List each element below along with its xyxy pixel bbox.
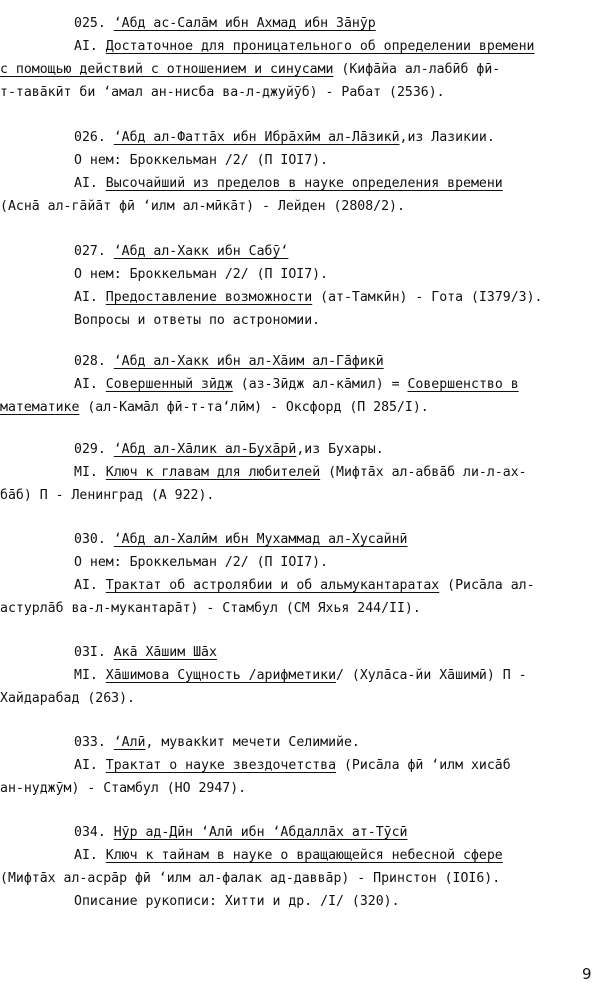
underlined-title-text: ʻАбд ал-Хāлик ал-Бухāрӣ bbox=[113, 442, 297, 457]
entry-text: (ат-Тамкӣн) - Гота (I379/3). bbox=[312, 290, 543, 305]
entry-line bbox=[74, 375, 519, 395]
entry-text: ,из Лазикии. bbox=[399, 130, 495, 145]
entry-text: 027. bbox=[74, 244, 114, 259]
underlined-title-text: ʻАбд ал-Халӣм ибн Мухаммад ал-Хусайнӣ bbox=[113, 532, 408, 547]
entry-line bbox=[74, 892, 400, 912]
entry-text: (Мифтāх ал-асрāр фӣ ʻилм ал-фалак ад-даввāр) - Принстон (IOI6). bbox=[0, 871, 501, 886]
entry-text: 029. bbox=[74, 442, 114, 457]
entry-text: 025. bbox=[74, 16, 114, 31]
entry-text: AI. bbox=[74, 176, 106, 191]
underlined-title-text: ʻАбд ал-Фаттāх ибн Ибрāхӣм ал-Лāзикӣ bbox=[113, 130, 400, 145]
entry-text: (Рисāла ал- bbox=[439, 578, 535, 593]
underlined-title-text: Ключ к тайнам в науке о вращающейся небесной сфере bbox=[105, 848, 503, 863]
underlined-title-text: математике bbox=[0, 400, 80, 415]
entry-text: 034. bbox=[74, 825, 114, 840]
entry-line bbox=[0, 197, 405, 217]
entry-line bbox=[74, 265, 328, 285]
entry-text: ,из Бухары. bbox=[296, 442, 384, 457]
entry-text: AI. bbox=[74, 848, 106, 863]
entry-line bbox=[0, 779, 246, 799]
entry-text: AI. bbox=[74, 39, 106, 54]
underlined-title-text: Ключ к главам для любителей bbox=[105, 465, 321, 480]
underlined-title-text: с помощью действий с отношением и синусами bbox=[0, 62, 334, 77]
underlined-title-text: Акā Хāшим Шāх bbox=[113, 645, 217, 660]
entry-line bbox=[74, 576, 535, 596]
underlined-title-text: ʻАбд ал-Хакк ибн Сабӯʻ bbox=[113, 244, 289, 259]
entry-line bbox=[0, 398, 429, 418]
page-number: 9 bbox=[582, 965, 592, 983]
entry-text: О нем: Броккельман /2/ (П IOI7). bbox=[74, 267, 329, 282]
entry-text: 030. bbox=[74, 532, 114, 547]
underlined-title-text: Трактат об астролябии и об альмукантаратах bbox=[105, 578, 440, 593]
underlined-title-text: Высочайший из пределов в науке определения времени bbox=[105, 176, 503, 191]
underlined-title-text: Достаточное для проницательного об определении времени bbox=[105, 39, 535, 54]
entry-text: AI. bbox=[74, 377, 106, 392]
entry-text: (Мифтāх ал-абвāб ли-л-ах- bbox=[320, 465, 527, 480]
entry-text: MI. bbox=[74, 668, 106, 683]
entry-line bbox=[74, 666, 527, 686]
entry-line bbox=[0, 599, 421, 619]
entry-line bbox=[74, 463, 527, 483]
entry-line bbox=[74, 151, 328, 171]
entry-line bbox=[74, 128, 495, 148]
entry-text: , мувакkит мечети Селимийе. bbox=[145, 735, 360, 750]
entry-text: (ал-Камāл фӣ-т-таʻлӣм) - Оксфорд (П 285/I). bbox=[79, 400, 429, 415]
entry-text: MI. bbox=[74, 465, 106, 480]
entry-text: О нем: Броккельман /2/ (П IOI7). bbox=[74, 153, 329, 168]
entry-text: Описание рукописи: Хитти и др. /I/ (320). bbox=[74, 894, 400, 909]
entry-text: Вопросы и ответы по астрономии. bbox=[74, 313, 321, 328]
underlined-title-text: ʻАлӣ bbox=[113, 735, 146, 750]
underlined-title-text: Хāшимова Сущность /арифметики bbox=[105, 668, 337, 683]
entry-line bbox=[0, 869, 500, 889]
entry-text: (Аснā ал-гāйāт фӣ ʻилм ал-мӣкāт) - Лейден (2808/2). bbox=[0, 199, 405, 214]
entry-text: ан-нуджӯм) - Стамбул (НО 2947). bbox=[0, 781, 247, 796]
entry-line bbox=[74, 530, 407, 550]
entry-text: О нем: Броккельман /2/ (П IOI7). bbox=[74, 555, 329, 570]
entry-line bbox=[74, 440, 384, 460]
entry-line bbox=[74, 643, 217, 663]
entry-text: AI. bbox=[74, 578, 106, 593]
underlined-title-text: Нӯр ад-Дӣн ʻАлӣ ибн ʻАбдаллāх ат-Тӯсӣ bbox=[113, 825, 408, 840]
entry-text: т-тавāкӣт би ʻамал ан-нисба ва-л-джуйӯб) - Рабат (2536). bbox=[0, 85, 445, 100]
entry-text: 03I. bbox=[74, 645, 114, 660]
entry-text: AI. bbox=[74, 290, 106, 305]
entry-line bbox=[74, 242, 288, 262]
entry-line bbox=[74, 756, 511, 776]
entry-text: AI. bbox=[74, 758, 106, 773]
entry-line bbox=[74, 352, 384, 372]
entry-line bbox=[0, 486, 214, 506]
entry-line bbox=[74, 37, 535, 57]
entry-line bbox=[74, 288, 542, 308]
entry-text: (Кифāйа ал-лабӣб фӣ- bbox=[333, 62, 501, 77]
underlined-title-text: ʻАбд ал-Хакк ибн ал-Хāим ал-Гāфикӣ bbox=[113, 354, 384, 369]
entry-text: 028. bbox=[74, 354, 114, 369]
entry-line bbox=[0, 83, 445, 103]
entry-line bbox=[74, 14, 376, 34]
entry-text: астурлāб ва-л-мукантарāт) - Стамбул (СМ Яхья 244/II). bbox=[0, 601, 421, 616]
underlined-title-text: Трактат о науке звездочетства bbox=[105, 758, 337, 773]
entry-line bbox=[0, 60, 500, 80]
entry-text: 026. bbox=[74, 130, 114, 145]
entry-line bbox=[74, 846, 503, 866]
underlined-title-text: ʻАбд ас-Салāм ибн Ахмад ибн Зāнӯр bbox=[113, 16, 376, 31]
entry-line bbox=[0, 689, 135, 709]
entry-text: (аз-Зӣдж ал-кāмил) = bbox=[232, 377, 408, 392]
entry-line bbox=[74, 733, 360, 753]
entry-line bbox=[74, 823, 407, 843]
entry-text: 033. bbox=[74, 735, 114, 750]
entry-text: бāб) П - Ленинград (А 922). bbox=[0, 488, 215, 503]
underlined-title-text: Предоставление возможности bbox=[105, 290, 313, 305]
entry-line bbox=[74, 553, 328, 573]
underlined-title-text: Совершенный зӣдж bbox=[105, 377, 233, 392]
entry-line bbox=[74, 174, 503, 194]
entry-text: (Рисāла фӣ ʻилм хисāб bbox=[336, 758, 511, 773]
entry-text: / (Хулāса-йи Хāшимӣ) П - bbox=[336, 668, 527, 683]
entry-line bbox=[74, 311, 320, 331]
underlined-title-text: Совершенство в bbox=[407, 377, 519, 392]
entry-text: Хайдарабад (263). bbox=[0, 691, 135, 706]
